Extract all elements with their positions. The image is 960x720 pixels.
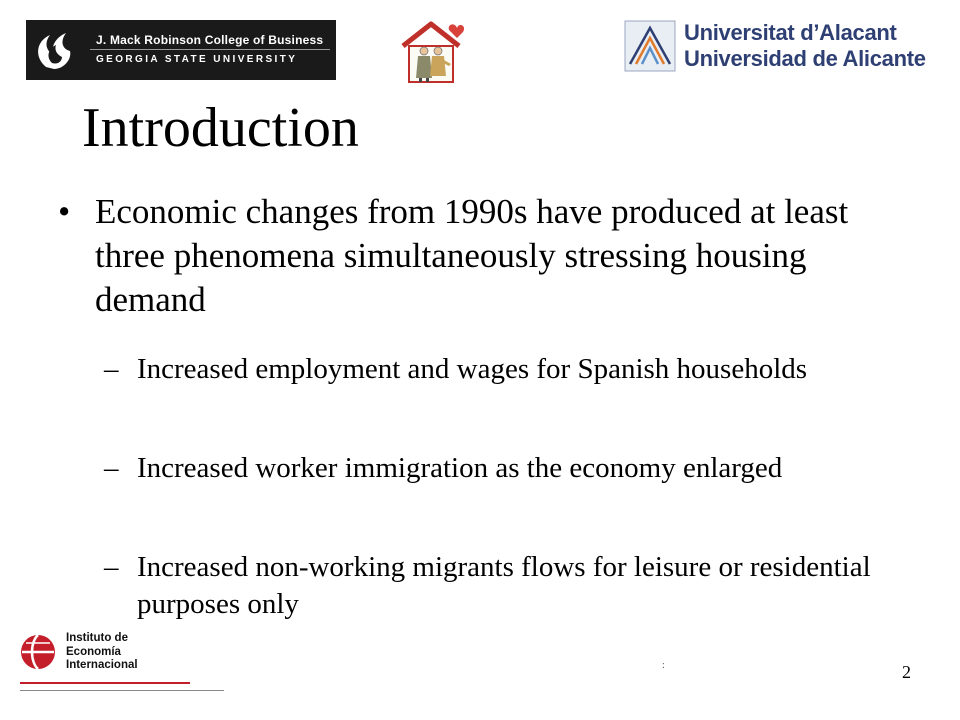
slide-title: Introduction bbox=[82, 97, 359, 159]
sub-bullet bbox=[104, 450, 894, 487]
universidad-de-alicante-logo bbox=[624, 20, 924, 76]
bullet-marker: • bbox=[58, 192, 71, 231]
gsu-logo-divider bbox=[90, 49, 330, 50]
sub-bullet-marker: – bbox=[104, 452, 119, 484]
gsu-college-name: J. Mack Robinson College of Business bbox=[96, 33, 324, 47]
iei-line-2: Economía bbox=[66, 645, 121, 658]
sub-bullet-text: Increased employment and wages for Spanish households bbox=[137, 353, 808, 385]
sub-bullet bbox=[104, 351, 894, 388]
university-name-spanish: Universidad de Alicante bbox=[684, 46, 926, 71]
iei-logo-text bbox=[66, 632, 138, 673]
main-bullet bbox=[58, 190, 878, 322]
instituto-economia-internacional-logo bbox=[16, 628, 226, 696]
alicante-emblem-icon bbox=[624, 20, 676, 72]
gsu-university-name: GEORGIA STATE UNIVERSITY bbox=[96, 54, 298, 65]
sub-bullet-marker: – bbox=[104, 353, 119, 385]
gsu-flame-icon bbox=[32, 27, 82, 73]
iei-red-rule bbox=[20, 682, 190, 684]
house-with-elderly-couple-icon bbox=[397, 20, 467, 84]
sub-bullet-text: Increased worker immigration as the economy enlarged bbox=[137, 452, 783, 484]
iei-emblem-icon bbox=[18, 630, 58, 676]
page-number: 2 bbox=[902, 662, 911, 682]
iei-line-1: Instituto de bbox=[66, 632, 128, 644]
university-name-valencian: Universitat d’Alacant bbox=[684, 20, 897, 45]
sub-bullet-marker: – bbox=[104, 551, 119, 583]
gsu-business-school-logo bbox=[26, 20, 336, 80]
footer-mark: : bbox=[662, 660, 665, 671]
iei-gray-rule bbox=[20, 690, 224, 691]
iei-line-3: Internacional bbox=[66, 659, 138, 671]
sub-bullet bbox=[104, 549, 894, 623]
main-bullet-text: Economic changes from 1990s have produced at least three phenomena simultaneously stressing housing demand bbox=[95, 192, 849, 319]
sub-bullet-text: Increased non-working migrants flows for leisure or residential purposes only bbox=[137, 551, 871, 620]
